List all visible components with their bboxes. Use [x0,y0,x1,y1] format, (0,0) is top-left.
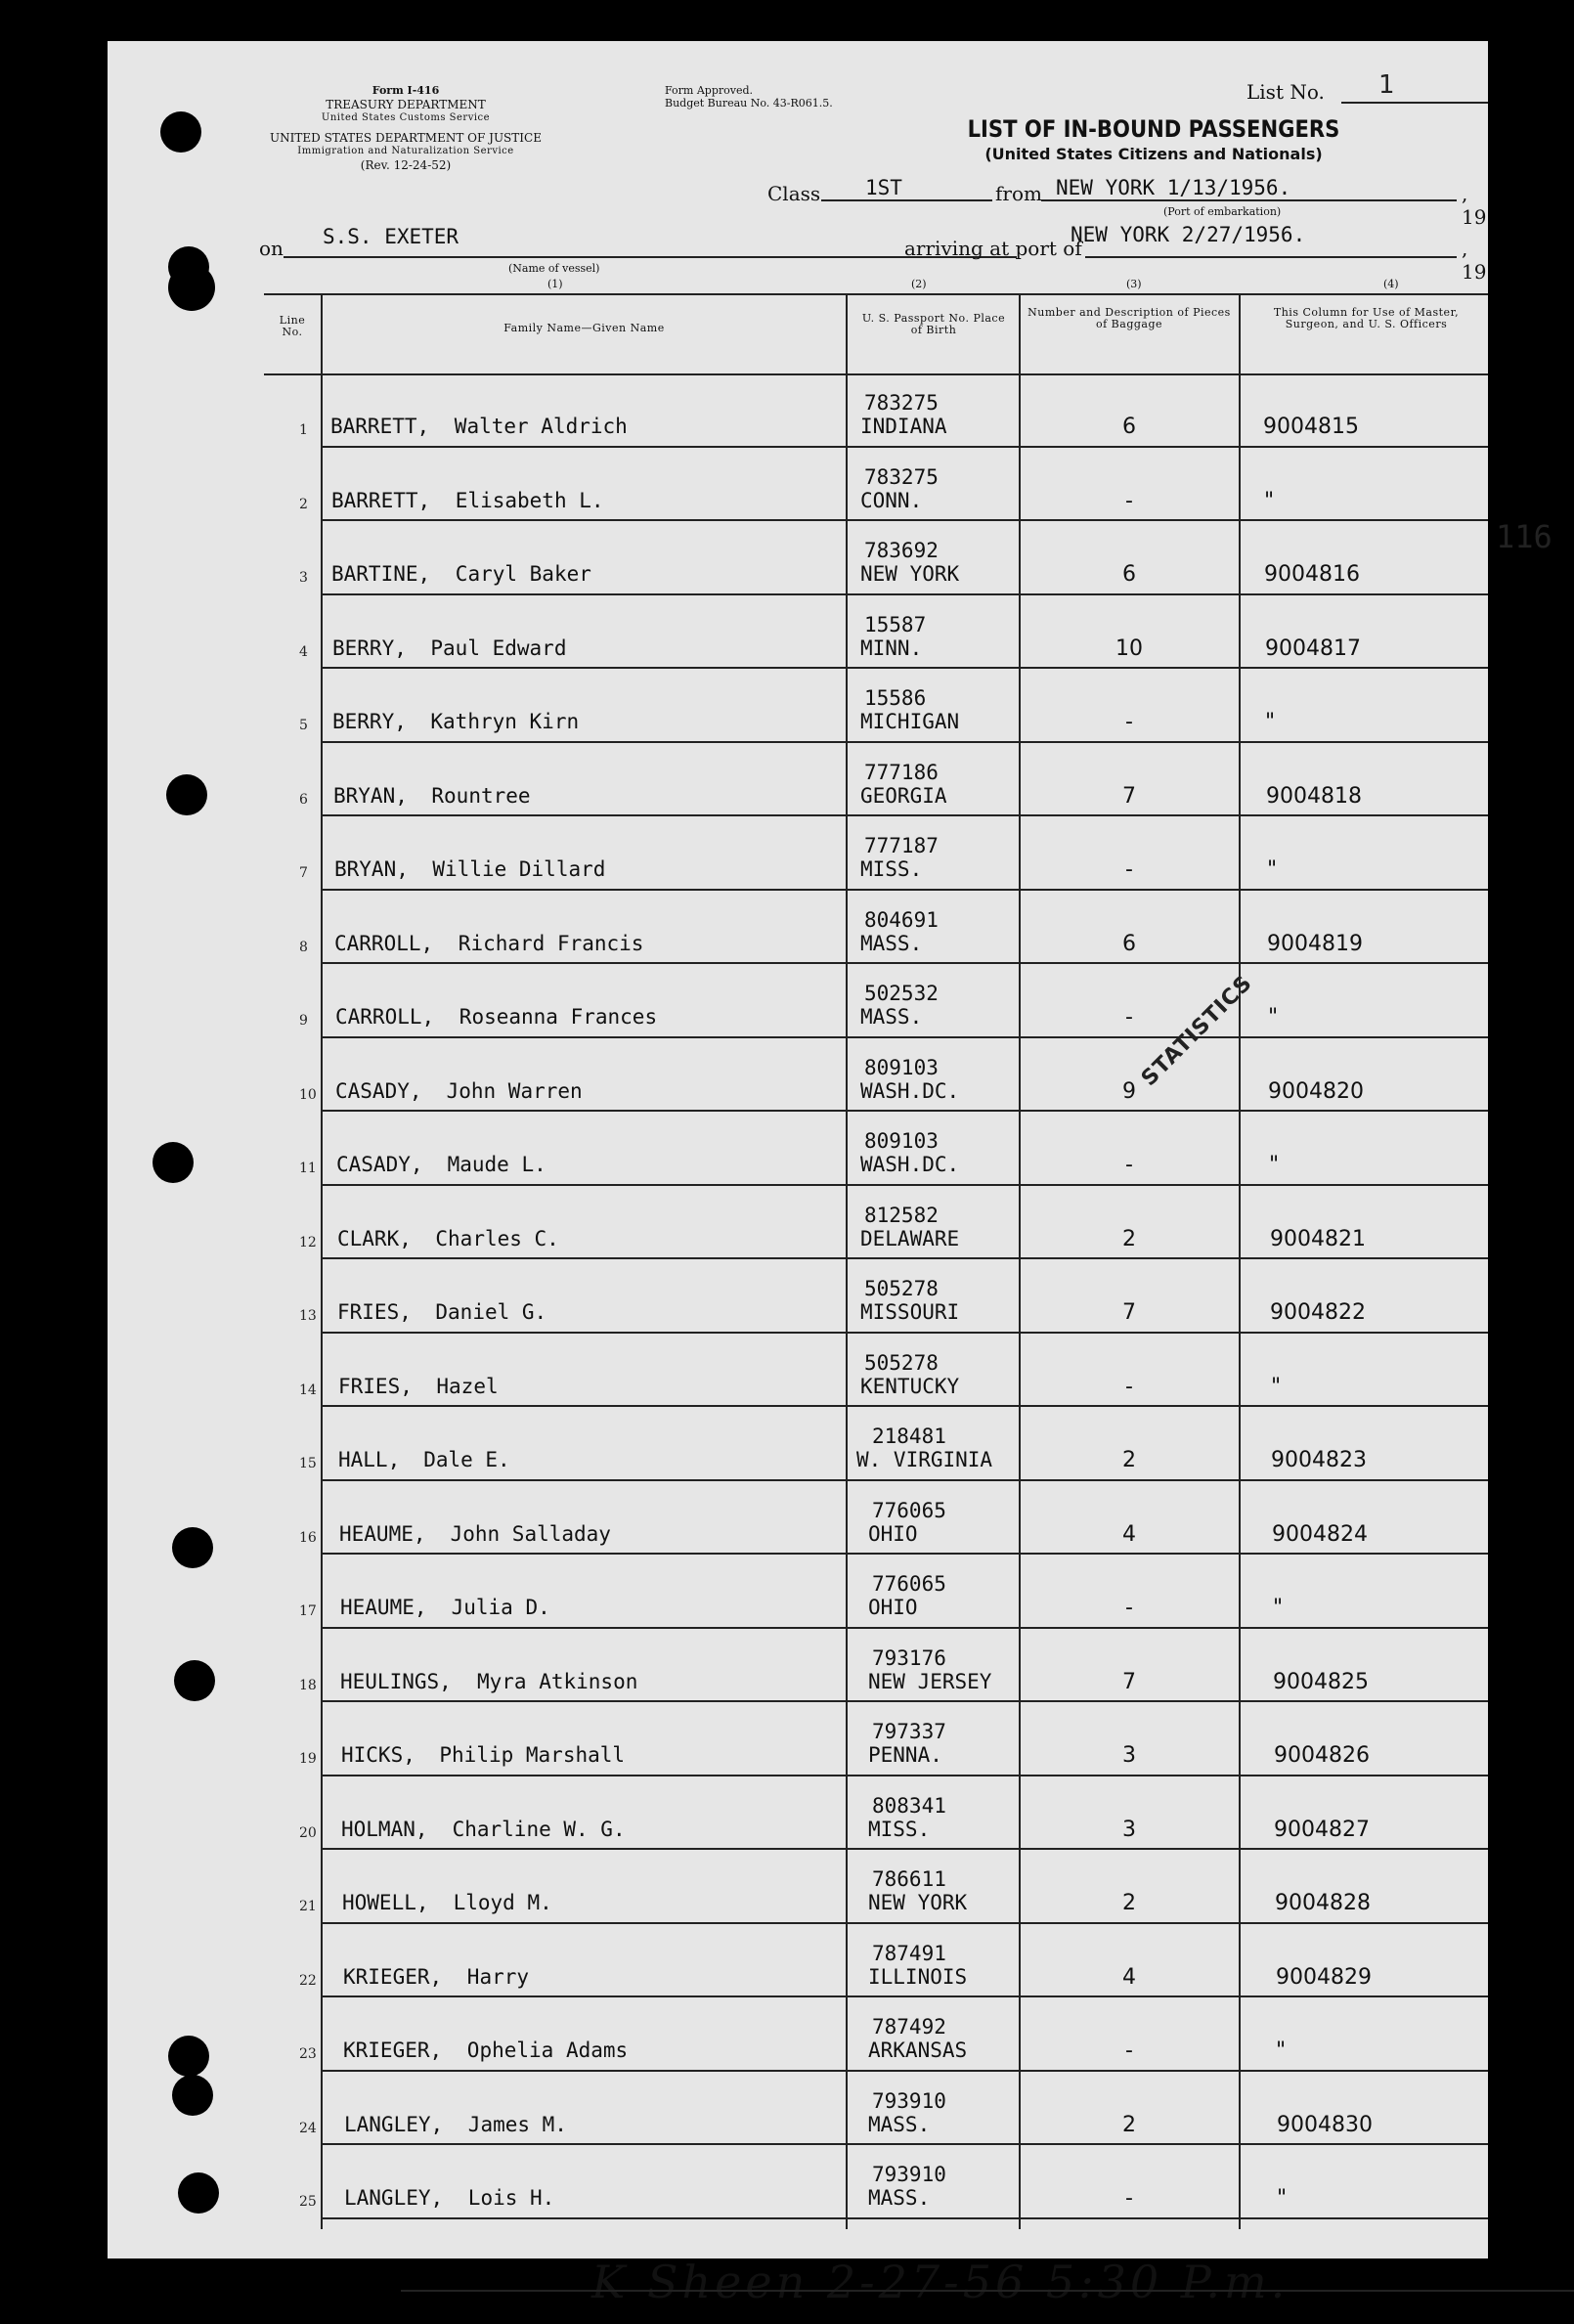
place-of-birth: MISS. [860,857,923,881]
surname: BARTINE, [331,562,431,586]
place-of-birth: WASH.DC. [860,1078,960,1103]
table-row [264,521,1488,594]
officer-entry: " [1273,1596,1284,1620]
baggage-count: - [1125,2186,1133,2211]
column-number-1: (1) [547,278,563,290]
given-name: Philip Marshall [439,1743,626,1767]
line-number: 18 [299,1677,317,1693]
line-number: 1 [299,422,308,438]
line-number: 5 [299,718,308,733]
passport-number: 777186 [864,760,939,784]
line-number: 9 [299,1013,308,1029]
table-row [264,2072,1488,2145]
row-underline [323,2217,1488,2219]
line-number: 8 [299,939,308,955]
passport-number: 786611 [872,1867,946,1891]
given-name: John Salladay [450,1521,611,1546]
place-of-birth: MASS. [868,2112,931,2136]
vessel-value: S.S. EXETER [323,225,459,248]
table-row [264,1186,1488,1259]
line-number: 6 [299,791,308,808]
place-of-birth: OHIO [868,1596,918,1619]
punch-hole [160,111,201,153]
table-row [264,891,1488,964]
inspector-signature: K Sheen 2-27-56 5:30 P.m. [591,2256,1290,2308]
arrival-value: NEW YORK 2/27/1956. [1071,223,1306,246]
baggage-count: 2 [1122,1226,1136,1251]
place-of-birth: NEW YORK [860,562,960,586]
passport-number: 776065 [872,1572,946,1596]
justice-dept: UNITED STATES DEPARTMENT OF JUSTICE [270,131,542,145]
embarkation-value: NEW YORK 1/13/1956. [1056,176,1291,199]
table-row [264,373,1488,447]
given-name: Maude L. [447,1153,547,1176]
surname: BARRETT, [331,488,431,512]
col-header-name: Family Name—Given Name [503,322,665,334]
place-of-birth: GEORGIA [860,783,947,808]
column-number-2: (2) [911,278,927,290]
from-label: from [995,182,1042,205]
list-no-underline [1341,102,1488,104]
form-header-left [259,84,552,172]
passport-number: 783275 [864,464,939,489]
punch-hole [168,2036,209,2077]
given-name: Charles C. [435,1226,559,1250]
table-row [264,1481,1488,1555]
surname: FRIES, [338,1374,413,1398]
surname: KRIEGER, [343,2039,443,2062]
year-stub-1: , 19 [1462,182,1487,229]
officer-entry: 9004819 [1267,931,1363,956]
passenger-table [264,293,1488,2229]
passport-number: 809103 [864,1055,939,1079]
table-row [264,1555,1488,1628]
baggage-count: - [1125,710,1133,734]
place-of-birth: NEW YORK [868,1891,968,1914]
passport-number: 793910 [872,2163,946,2186]
surname: HALL, [338,1448,401,1471]
table-row [264,1776,1488,1850]
officer-entry: " [1276,2039,1287,2063]
given-name: Lloyd M. [453,1891,552,1914]
arrival-underline [1085,256,1457,258]
baggage-count: 7 [1122,1300,1136,1325]
place-of-birth: MASS. [860,1005,923,1029]
passport-number: 793910 [872,2088,946,2113]
place-of-birth: MASS. [860,931,923,955]
baggage-count: 2 [1122,2112,1136,2137]
surname: HEAUME, [340,1596,427,1619]
place-of-birth: CONN. [860,488,923,512]
form-subtitle: (United States Citizens and Nationals) [984,145,1323,163]
table-row [264,1629,1488,1702]
surname: BRYAN, [333,783,408,808]
list-no-value: 1 [1378,70,1395,100]
place-of-birth: WASH.DC. [860,1153,960,1176]
line-number: 22 [299,1972,317,1989]
place-of-birth: OHIO [868,1521,918,1546]
table-row [264,2145,1488,2218]
surname: BERRY, [332,710,407,733]
line-number: 4 [299,643,308,660]
column-number-3: (3) [1126,278,1142,290]
punch-hole [153,1142,194,1183]
punch-hole [178,2172,219,2214]
given-name: James M. [467,2112,567,2136]
place-of-birth: KENTUCKY [860,1374,960,1398]
place-of-birth: NEW JERSEY [868,1669,992,1693]
baggage-count: 4 [1122,1964,1136,1990]
baggage-count: - [1125,1596,1133,1620]
col-header-passport: U. S. Passport No. Place of Birth [861,312,1006,336]
officer-entry: " [1269,1153,1280,1177]
line-number: 7 [299,865,308,881]
punch-hole [168,264,215,311]
passport-number: 804691 [864,907,939,932]
table-row [264,595,1488,669]
line-number: 12 [299,1234,317,1250]
passport-number: 783275 [864,391,939,415]
given-name: Harry [466,1964,530,1989]
surname: HEAUME, [339,1521,426,1546]
officer-entry: 9004824 [1272,1521,1368,1547]
ins-service: Immigration and Naturalization Service [297,146,514,156]
table-row [264,816,1488,890]
given-name: Rountree [431,783,531,808]
place-of-birth: ILLINOIS [868,1964,968,1989]
column-number-4: (4) [1383,278,1399,290]
passport-number: 797337 [872,1720,946,1743]
form-title: LIST OF IN-BOUND PASSENGERS [967,115,1340,143]
place-of-birth: PENNA. [868,1743,942,1767]
passport-number: 809103 [864,1129,939,1153]
baggage-count: - [1125,857,1133,882]
baggage-count: 2 [1122,1891,1136,1915]
baggage-count: - [1125,1374,1133,1399]
surname: CARROLL, [335,1005,435,1029]
col-header-baggage: Number and Description of Pieces of Baggage [1027,306,1231,330]
baggage-count: 6 [1122,562,1136,587]
baggage-count: - [1125,1153,1133,1177]
passport-number: 777187 [864,834,939,857]
line-number: 15 [299,1456,317,1471]
officer-entry: 9004822 [1270,1300,1366,1325]
given-name: Lois H. [467,2186,555,2210]
officer-entry: " [1271,1374,1282,1399]
line-number: 19 [299,1751,317,1767]
class-underline [821,199,992,201]
baggage-count: 4 [1122,1521,1136,1547]
officer-entry: " [1267,857,1278,882]
officer-entry: " [1277,2186,1288,2211]
table-top-rule [264,293,1488,295]
place-of-birth: MINN. [860,636,923,660]
baggage-count: - [1125,488,1133,513]
passport-number: 505278 [864,1350,939,1375]
officer-entry: " [1268,1005,1279,1030]
arriving-label: arriving at port of [904,237,1082,260]
line-number: 16 [299,1529,317,1546]
surname: KRIEGER, [343,1964,443,1989]
given-name: John Warren [446,1078,583,1103]
surname: BRYAN, [334,857,409,881]
officer-entry: " [1265,710,1276,734]
officer-entry: 9004820 [1268,1078,1364,1104]
given-name: Daniel G. [435,1300,547,1324]
form-approval [665,84,833,110]
given-name: Ophelia Adams [466,2039,629,2062]
given-name: Richard Francis [458,931,644,955]
surname: CARROLL, [334,931,434,955]
passport-number: 15586 [864,686,927,710]
table-row [264,1334,1488,1407]
revision: (Rev. 12-24-52) [360,158,452,172]
table-row [264,669,1488,742]
given-name: Walter Aldrich [454,415,628,438]
line-number: 20 [299,1824,317,1841]
surname: HOLMAN, [341,1817,428,1841]
baggage-count: 7 [1122,1669,1136,1694]
line-number: 11 [299,1161,317,1176]
officer-entry: 9004827 [1274,1817,1370,1842]
surname: HICKS, [341,1743,415,1767]
officer-entry: 9004823 [1271,1448,1367,1472]
line-number: 13 [299,1308,317,1324]
handwritten-note: 116 [1496,518,1552,555]
given-name: Julia D. [451,1596,550,1619]
class-value: 1ST [865,176,902,199]
given-name: Hazel [436,1374,499,1398]
line-number: 14 [299,1381,317,1398]
treasury-dept: TREASURY DEPARTMENT [326,98,486,111]
line-number: 10 [299,1086,317,1103]
bottom-rule [401,2290,1574,2292]
officer-entry: 9004817 [1265,636,1361,661]
passport-number: 502532 [864,982,939,1005]
place-of-birth: ARKANSAS [868,2039,968,2062]
place-of-birth: DELAWARE [860,1226,960,1250]
baggage-count: - [1125,2039,1133,2063]
table-row [264,1924,1488,1997]
officer-entry: 9004821 [1270,1226,1366,1251]
table-row [264,1850,1488,1923]
surname: LANGLEY, [344,2112,444,2136]
passport-number: 15587 [864,612,927,636]
given-name: Kathryn Kirn [430,710,580,733]
passport-number: 812582 [864,1203,939,1227]
baggage-count: 10 [1115,636,1143,661]
officer-entry: 9004818 [1266,783,1362,809]
passport-number: 787492 [872,2015,946,2039]
passport-number: 793176 [872,1645,946,1670]
officer-entry: 9004828 [1275,1891,1371,1915]
passport-number: 808341 [872,1793,946,1818]
line-number: 23 [299,2046,317,2062]
list-no-label: List No. [1246,80,1325,104]
given-name: Myra Atkinson [477,1669,638,1693]
surname: HOWELL, [342,1891,429,1914]
table-row [264,1997,1488,2071]
line-number: 24 [299,2120,317,2136]
place-of-birth: MISS. [868,1817,931,1841]
class-label: Class [767,182,821,205]
place-of-birth: MASS. [868,2186,931,2210]
vessel-caption: (Name of vessel) [508,262,600,275]
table-row [264,1259,1488,1333]
form-approved: Form Approved. [665,84,754,97]
given-name: Willie Dillard [432,857,606,881]
place-of-birth: MISSOURI [860,1300,960,1324]
port-embarkation-caption: (Port of embarkation) [1163,205,1282,218]
officer-entry: 9004816 [1264,562,1360,587]
officer-entry: 9004815 [1263,415,1359,439]
officer-entry: 9004826 [1274,1743,1370,1768]
table-row [264,1038,1488,1112]
officer-entry: 9004830 [1277,2112,1373,2137]
line-number: 17 [299,1603,317,1619]
passport-number: 505278 [864,1277,939,1300]
place-of-birth: MICHIGAN [860,710,960,733]
given-name: Charline W. G. [452,1817,626,1841]
baggage-count: 3 [1122,1817,1136,1842]
from-underline [1041,199,1457,201]
given-name: Paul Edward [430,636,567,660]
punch-hole [174,1660,215,1701]
table-row [264,964,1488,1037]
on-label: on [259,237,284,260]
year-stub-2: , 19 [1462,237,1487,284]
given-name: Elisabeth L. [455,488,604,512]
place-of-birth: INDIANA [860,415,947,438]
passport-number: 776065 [872,1498,946,1522]
baggage-count: 7 [1122,783,1136,809]
passport-number: 783692 [864,539,939,562]
surname: CASADY, [335,1078,422,1103]
budget-bureau: Budget Bureau No. 43-R061.5. [665,97,833,110]
table-row [264,448,1488,521]
baggage-count: 3 [1122,1743,1136,1768]
passport-number: 218481 [872,1425,946,1448]
place-of-birth: W. VIRGINIA [856,1448,993,1471]
line-number: 2 [299,496,308,512]
surname: CASADY, [336,1153,423,1176]
passport-number: 787491 [872,1941,946,1965]
punch-hole [172,2075,213,2116]
baggage-count: 6 [1122,931,1136,956]
statistics-stamp: STATISTICS [1136,970,1258,1092]
baggage-count: 6 [1122,415,1136,439]
surname: CLARK, [337,1226,412,1250]
surname: BERRY, [332,636,407,660]
given-name: Caryl Baker [455,562,591,586]
table-row [264,743,1488,816]
line-number: 21 [299,1899,317,1914]
baggage-count: 9 [1122,1078,1136,1104]
line-number: 3 [299,570,308,586]
surname: FRIES, [337,1300,412,1324]
col-header-officers: This Column for Use of Master, Surgeon, and U. S. Officers [1273,306,1460,330]
manifest-page [108,41,1552,2308]
table-row [264,1407,1488,1480]
col-header-line-no: Line No. [279,314,306,338]
surname: BARRETT, [330,415,430,438]
surname: HEULINGS, [340,1669,452,1693]
table-row [264,1112,1488,1185]
customs-service: United States Customs Service [321,112,491,123]
officer-entry: 9004829 [1276,1964,1372,1990]
given-name: Dale E. [423,1448,510,1471]
given-name: Roseanna Frances [459,1005,658,1029]
line-number: 25 [299,2194,317,2210]
officer-entry: " [1264,488,1275,513]
officer-entry: 9004825 [1273,1669,1369,1694]
surname: LANGLEY, [344,2186,444,2210]
baggage-count: 2 [1122,1448,1136,1472]
baggage-count: - [1125,1005,1133,1030]
table-row [264,1702,1488,1776]
punch-hole [166,774,207,815]
punch-hole [172,1527,213,1568]
form-number: Form I-416 [372,84,440,97]
